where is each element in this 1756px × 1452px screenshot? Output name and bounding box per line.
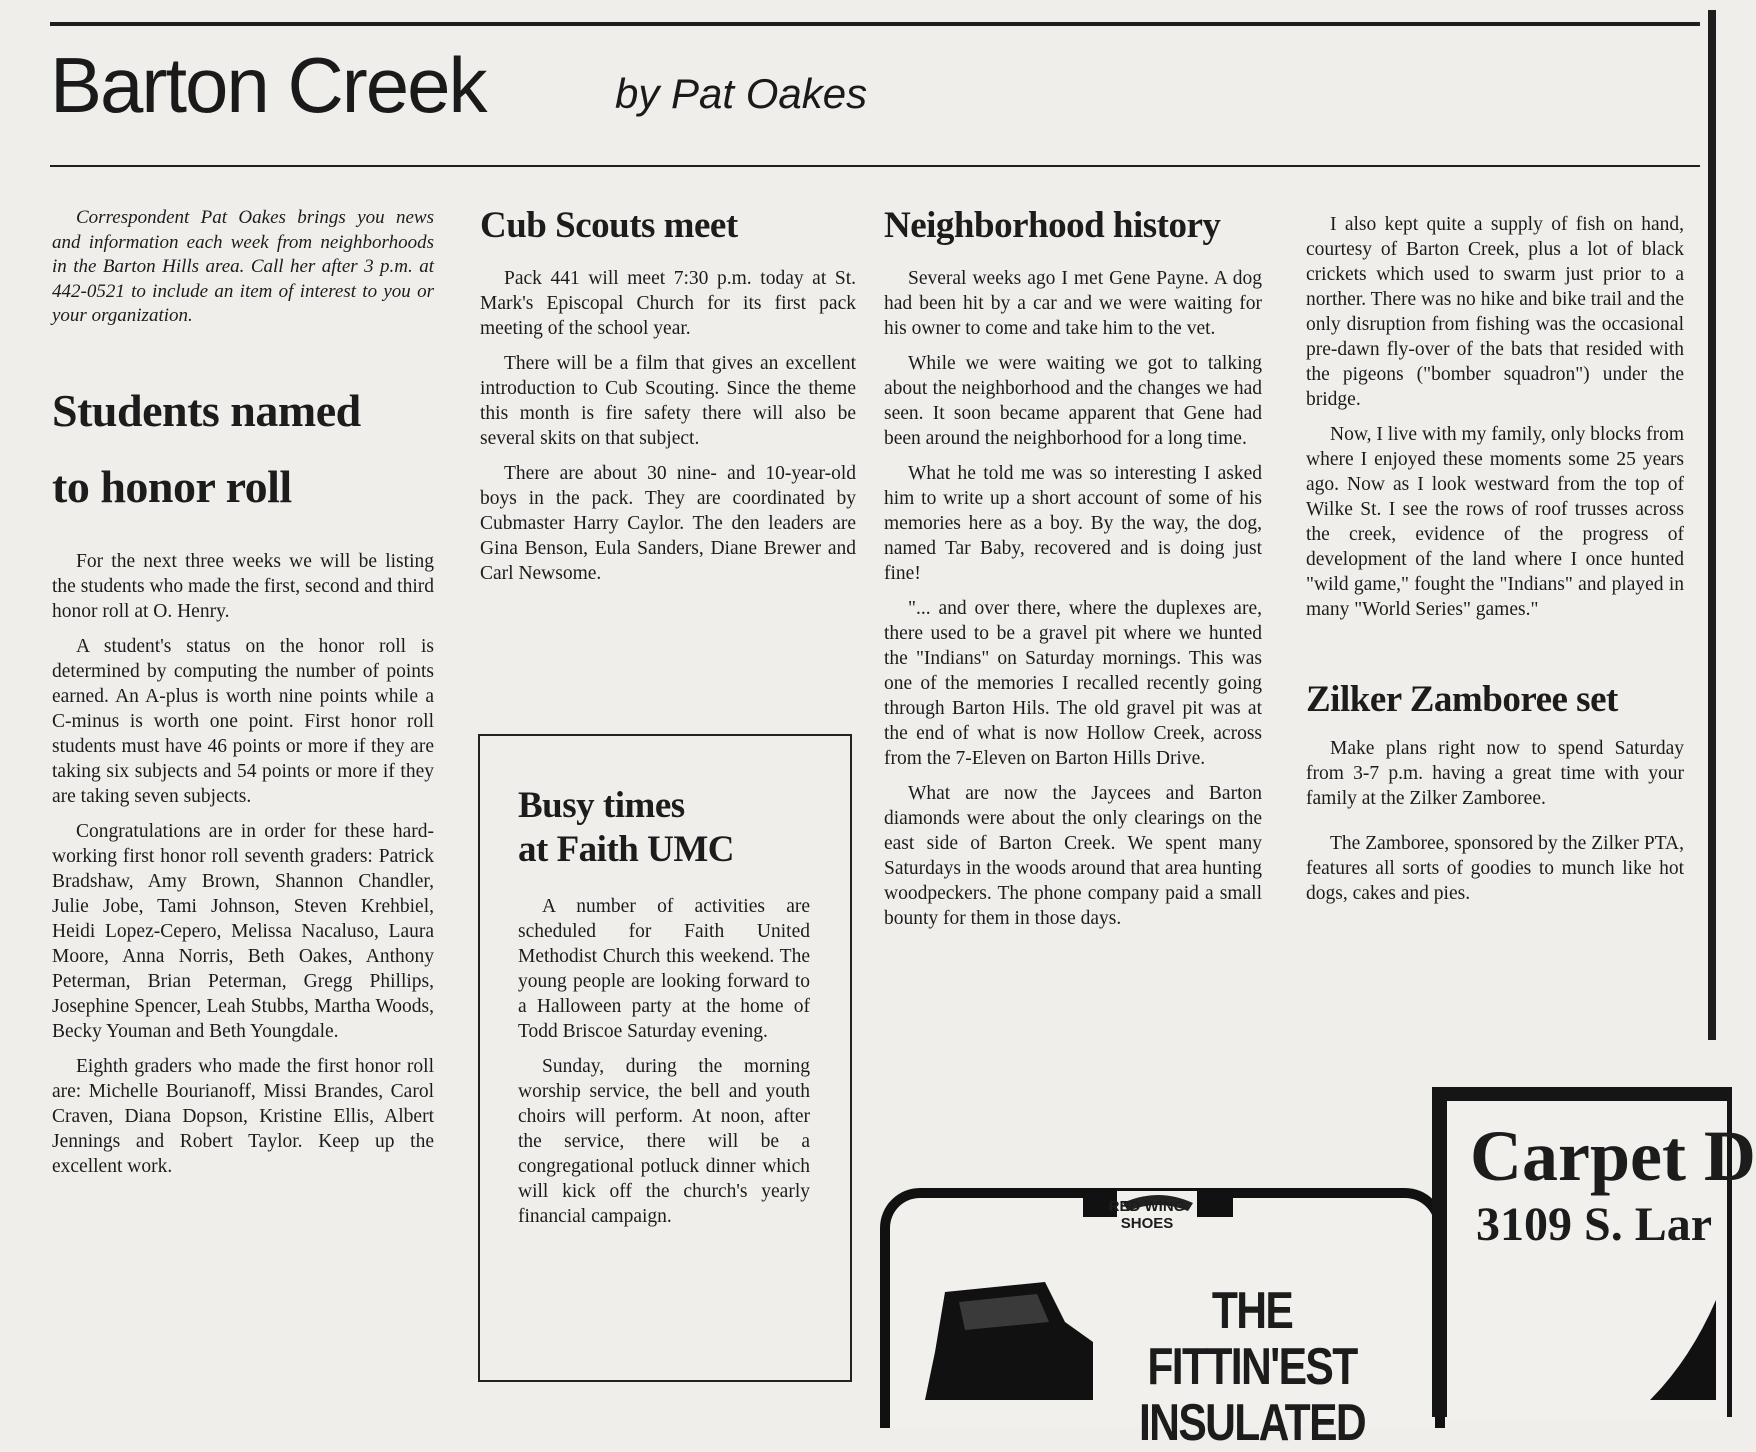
honor-roll-paragraph: A student's status on the honor roll is determined by computing the number of points earned. An A-plus is worth nine points while a C-minus is worth one point. First honor roll students must have 46 points or more if they are taking six subjects and 54 points or more if they are taking seven subjects. [52,635,434,807]
honor-roll-headline-2: to honor roll [52,460,292,512]
zilker-paragraph: The Zamboree, sponsored by the Zilker PTA, features all sorts of goodies to munch like hot dogs, cakes and pies. [1306,833,1684,904]
faith-umc-paragraph: A number of activities are scheduled for Faith United Methodist Church this weekend. The young people are looking forward to a Halloween party at the home of Todd Briscoe Saturday evening. [518,896,810,1042]
boot-icon [925,1282,1095,1400]
boot-ad-line-2: INSULATED [1138,1394,1366,1452]
honor-roll-paragraph: Eighth graders who made the first honor roll are: Michelle Bourianoff, Missi Brandes, Carol Craven, Diana Dopson, Kristine Ellis, Albert Jennings and Robert Taylor. Keep up the excellent work. [52,1055,434,1177]
zilker-paragraph: Make plans right now to spend Saturday from 3-7 p.m. having a great time with your family at the Zilker Zamboree. [1306,738,1684,809]
honor-roll-headline-1: Students named [52,384,361,436]
boot-ad-headline [1129,1283,1375,1451]
byline: by Pat Oakes [615,70,868,117]
faith-umc-headline-2: at Faith UMC [518,829,734,870]
faith-umc-headline-1: Busy times [518,785,685,826]
zilker-headline: Zilker Zamboree set [1306,679,1618,720]
faith-umc-paragraph: Sunday, during the morning worship service, the bell and youth choirs will perform. At noon, after the service, there will be a congregational potluck dinner which will kick off the church's yearly financial campaign. [518,1056,810,1227]
top-rule [50,22,1700,26]
faith-umc-story [518,784,810,1239]
history-continued-paragraph: Now, I live with my family, only blocks from where I enjoyed these moments some 25 years ago. Now as I look westward from the top of Wilke St. I see the rows of roof trusses across the creek, evidence of the progress of development of the land where I once hunted "wild game," fought the "Indians" and played in many "World Series" games." [1306,424,1684,620]
carpet-ad-title: Carpet D [1470,1116,1756,1196]
intro-note: Correspondent Pat Oakes brings you news and information each week from neighborhoods in the Barton Hills area. Call her after 3 p.m. at 442-0521 to include an item of interest to you or your organization. [52,207,434,326]
column-title: Barton Creek [50,41,486,129]
cub-scouts-paragraph: Pack 441 will meet 7:30 p.m. today at St. Mark's Episcopal Church for its first pack meeting of the school year. [480,268,856,339]
history-continued-paragraph: I also kept quite a supply of fish on hand, courtesy of Barton Creek, plus a lot of black crickets which used to swarm just prior to a norther. There was no hike and bike trail and the only disruption from fishing was the occasional pre-dawn fly-over of the bats that resided with the pigeons ("bomber squadron") under the bridge. [1306,214,1684,410]
history-paragraph: Several weeks ago I met Gene Payne. A dog had been hit by a car and we were waiting for his owner to come and take him to the vet. [884,268,1262,339]
honor-roll-paragraph: Congratulations are in order for these hard-working first honor roll seventh graders: Patrick Bradshaw, Amy Brown, Shannon Chandler, Julie Jobe, Tami Johnson, Steven Krehbiel, Heidi Lopez-Cepero, Melissa Nacaluso, Laura Moore, Anna Norris, Beth Oakes, Anthony Peterman, Brian Peterman, Gregg Phillips, Josephine Spencer, Leah Stubbs, Martha Woods, Becky Youman and Beth Youngdale. [52,820,434,1042]
boot-ad-line-1: THE FITTIN'EST [1147,1282,1357,1396]
history-paragraph: What are now the Jaycees and Barton diamonds were about the only clearings on the east side of Barton Creek. We spent many Saturdays in the woods around that area hunting woodpeckers. The phone company paid a small bounty for them in those days. [884,783,1262,929]
cub-scouts-paragraph: There are about 30 nine- and 10-year-old boys in the pack. They are coordinated by Cubmaster Harry Caylor. The den leaders are Gina Benson, Eula Sanders, Diane Brewer and Carl Newsome. [480,463,856,584]
honor-roll-paragraph: For the next three weeks we will be listing the students who made the first, second and third honor roll at O. Henry. [52,550,434,622]
red-wing-brand: RED WING SHOES [1108,1198,1186,1232]
column-3 [884,204,1262,941]
right-edge-rule [1708,10,1716,1040]
history-headline: Neighborhood history [884,205,1221,246]
cub-scouts-headline: Cub Scouts meet [480,205,738,246]
column-4 [1306,212,1684,916]
carpet-ad-graphic-icon [1650,1300,1716,1400]
column-2 [480,204,856,596]
carpet-ad-address: 3109 S. Lar [1476,1198,1713,1251]
column-1 [52,206,434,1189]
cub-scouts-paragraph: There will be a film that gives an excellent introduction to Cub Scouting. Since the theme this month is fire safety there will also be several skits on that subject. [480,353,856,449]
masthead-rule [50,165,1700,167]
history-paragraph: While we were waiting we got to talking about the neighborhood and the changes we had seen. It soon became apparent that Gene had been around the neighborhood for a long time. [884,353,1262,449]
history-paragraph: "... and over there, where the duplexes are, there used to be a gravel pit where we hunted the "Indians" on Saturday mornings. This was one of the memories I recalled recently going through Barton Hils. The old gravel pit was at the end of what is now Hollow Creek, across from the 7-Eleven on Barton Hills Drive. [884,598,1262,769]
history-paragraph: What he told me was so interesting I asked him to write up a short account of some of his memories here as a boy. By the way, the dog, named Tar Baby, recovered and is doing just fine! [884,463,1262,584]
